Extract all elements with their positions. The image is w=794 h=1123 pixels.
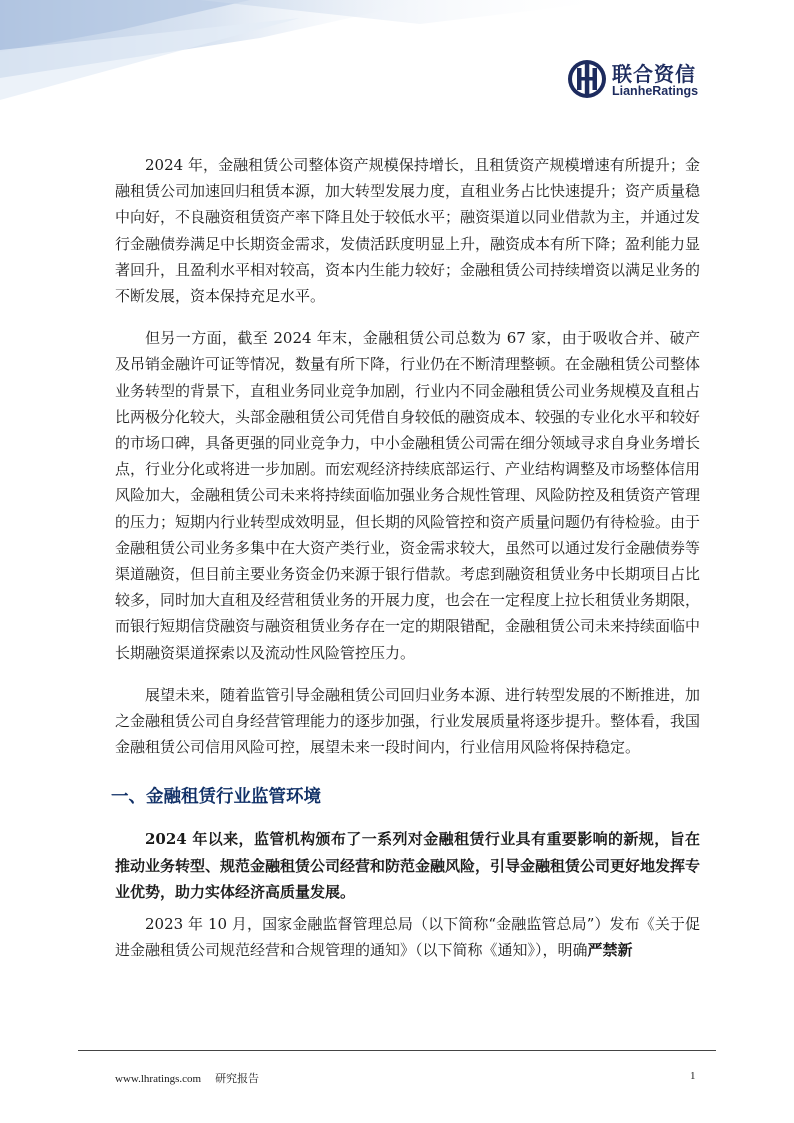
notice-text: 2023 年 10 月，国家金融监督管理总局（以下简称“金融监管总局”）发布《关于促进金融租赁公司规范经营和合规管理的通知》（以下简称《通知》），明确 [115, 915, 700, 960]
paragraph-risks: 但另一方面，截至 2024 年末，金融租赁公司总数为 67 家，由于吸收合并、破产及吊销金融许可证等情况，数量有所下降，行业仍在不断清理整顿。在金融租赁公司整体业务转型的背景下，直租业务同业竞争加剧，行业内不同金融租赁公司业务规模及直租占比两极分化较大，头部金融租赁公司凭借自身较低的融资成本、较强的专业化水平和较好的市场口碑，具备更强的同业竞争力，中小金融租赁公司需在细分领域寻求自身业务增长点，行业分化或将进一步加剧。而宏观经济持续底部运行、产业结构调整及市场整体信用风险加大，金融租赁公司未来将持续面临加强业务合规性管理、风险防控及租赁资产管理的压力；短期内行业转型成效明显，但长期的风险管控和资产质量问题仍有待检验。由于金融租赁公司业务多集中在大资产类行业，资金需求较大，虽然可以通过发行金融债券等渠道融资，但目前主要业务资金仍来源于银行借款。考虑到融资租赁业务中长期项目占比较多，同时加大直租及经营租赁业务的开展力度，也会在一定程度上拉长租赁业务期限，而银行短期信贷融资与融资租赁业务存在一定的期限错配，金融租赁公司未来持续面临中长期融资渠道探索以及流动性风险管控压力。 [115, 329, 701, 662]
footer-divider [78, 1050, 716, 1051]
brand-logo [566, 58, 716, 108]
paragraph-outlook: 展望未来，随着监管引导金融租赁公司回归业务本源、进行转型发展的不断推进，加之金融租赁公司自身经营管理能力的逐步加强，行业发展质量将逐步提升。整体看，我国金融租赁公司信用风险可控，展望未来一段时间内，行业信用风险将保持稳定。 [115, 685, 701, 757]
paragraph-regulation-intro: 2024 年以来，监管机构颁布了一系列对金融租赁行业具有重要影响的新规，旨在推动业务转型、规范金融租赁公司经营和防范金融风险，引导金融租赁公司更好地发挥专业优势，助力实体经济高质量发展。 [115, 830, 701, 901]
footer-doc-type: 研究报告 [215, 1073, 260, 1085]
notice-text-bold: 严禁新 [587, 941, 633, 960]
paragraph-summary: 2024 年，金融租赁公司整体资产规模保持增长，且租赁资产规模增速有所提升；金融租赁公司加速回归租赁本源，加大转型发展力度，直租业务占比快速提升；资产质量稳中向好，不良融资租赁资产率下降且处于较低水平；融资渠道以同业借款为主，并通过发行金融债券满足中长期资金需求，发债活跃度明显上升，融资成本有所下降；盈利能力显著回升，且盈利水平相对较高，资本内生能力较好；金融租赁公司持续增资以满足业务的不断发展，资本保持充足水平。 [115, 156, 701, 306]
section-heading: 一、金融租赁行业监管环境 [111, 787, 321, 808]
brand-name-cn: 联合资信 [612, 62, 696, 86]
lianhe-logo-mark-icon [566, 58, 608, 100]
brand-name-en: LianheRatings [612, 84, 699, 98]
footer-info [115, 1070, 259, 1086]
page-number: 1 [690, 1070, 696, 1082]
footer-website: www.lhratings.com [115, 1073, 202, 1085]
paragraph-regulation-notice [115, 911, 700, 963]
report-body [111, 152, 701, 979]
